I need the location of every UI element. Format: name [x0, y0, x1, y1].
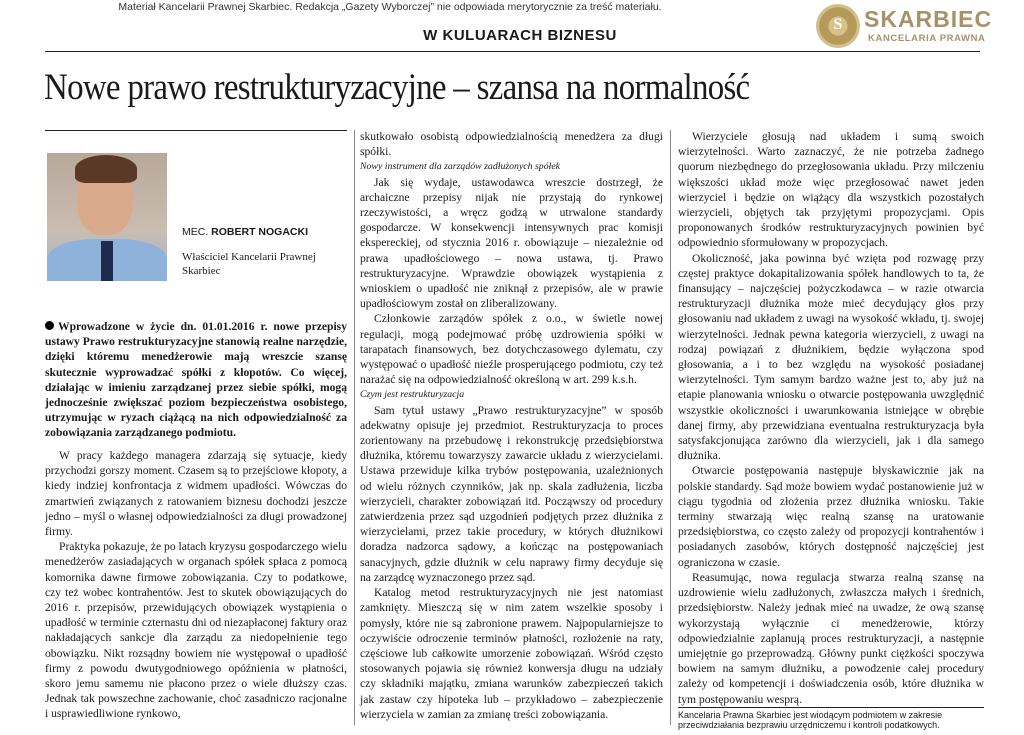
logo-emblem-icon [816, 4, 860, 48]
footnote: Kancelaria Prawna Skarbiec jest wiodącym podmiotem w zakresie przeciwdziałania bezprawiu urzędniczemu i kontroli podatkowych. [678, 707, 984, 730]
paragraph: Jak się wydaje, ustawodawca wreszcie dostrzegł, że archaiczne przepisy nijak nie przystają do rynkowej rzeczywistości, a wręcz godzą w utrwalone standardy gospodarcze. W konsekwencji intensywnych prac komisji ekspereckiej, od stycznia 2016 r. obowiązuje – niezależnie od prawa upadłościowego – nowa ustawa, tj. Prawo restrukturyzacyjne. Wprawdzie obowiązek wystąpienia z wnioskiem o upadłość nie zniknął z przepisów, ale w prawie upadłościowym został on zliberalizowany. [360, 175, 663, 311]
column-divider [670, 130, 671, 725]
publisher-disclaimer: Materiał Kancelarii Prawnej Skarbiec. Redakcja „Gazety Wyborczej” nie odpowiada merytorycznie za treść materiału. [118, 1, 662, 13]
paragraph: W pracy każdego managera zdarzają się sytuacje, kiedy przychodzi gorszy moment. Czasem są to przejściowe kłopoty, a kiedy indziej konfrontacja z widmem upadłości. Wówczas do zmartwień związanych z ratowaniem biznesu dochodzi jeszcze jedno – myśl o własnej odpowiedzialności za długi prowadzonej firmy. [45, 449, 347, 539]
article-lead [45, 319, 347, 441]
bullet-icon [45, 321, 54, 330]
paragraph: Członkowie zarządów spółek z o.o., w świetle nowej regulacji, mogą podejmować próbę uzdrowienia spółki w tarapatach finansowych, bez dotychczasowego dylematu, czy występować o upadłość nieźle prosperującego podmiotu, czy też narażać się na odpowiedzialność określoną w art. 299 k.s.h. [360, 312, 663, 387]
subheading: Czym jest restrukturyzacja [360, 389, 465, 401]
logo-subtitle: KANCELARIA PRAWNA [868, 33, 986, 44]
photo-hair [75, 155, 137, 183]
logo-emblem-letter: S [833, 16, 843, 33]
paragraph: Okoliczność, jaka powinna być wzięta pod rozwagę przy częstej praktyce dokapitalizowania spółek handlowych to ta, że finansujący – najczęściej pożyczkodawca – w razie otwarcia restrukturyzacji dłużnika może mieć decydujący głos przy głosowaniu nad układem z uwagi na wysokość wkładu, tj. swojej wierzytelności. Jednak pewna kategoria wierzycieli, z uwagi na rodzaj powiązań z dłużnikiem, będzie wyłączona spod głosowania, a i to bez względu na wysokość posiadanej wierzytelności. Tym samym bardzo ważne jest to, aby już na etapie planowania wniosku o otwarcie postępowania uwzględnić wszystkie okoliczności i uwarunkowania istniejące w obrębie danej firmy, aby przewidziana eventualna restrukturyzacja była satysfakcjonująca zarówno dla wierzycieli, jak i dla samego dłużnika. [678, 251, 984, 463]
column-rule [45, 130, 347, 131]
author-role: Właściciel Kancelarii Prawnej Skarbiec [182, 251, 316, 277]
skarbiec-logo [816, 4, 993, 48]
column-2-body [360, 129, 663, 722]
column-divider [354, 130, 355, 725]
paragraph: Praktyka pokazuje, że po latach kryzysu gospodarczego wielu menedżerów zasiadających w organach spółek spłaca z pomocą komornika dawne firmowe zobowiązania. Czy to podatkowe, czy też wobec kontrahentów. Jest to skutek obowiązujących do 2016 r. przepisów, przewidujących obowiązek wystąpienia o upadłość w terminie czternastu dni od niezapłaconej faktury oraz nakładających sankcje dla zarządu za niedopełnienie tego obowiązku. Nikt rozsądny bowiem nie występował o upadłość firmy z powodu dwutygodniowego opóźnienia w płatności, skoro jemu samemu nie płacono przez o wiele dłuższy czas. Jednak tak powszechne zachowanie, choć zasadniczo racjonalne i usprawiedliwione rynkowo, [45, 540, 347, 721]
paragraph: Katalog metod restrukturyzacyjnych nie jest natomiast zamknięty. Mieszczą się w nim zatem wszelkie sposoby i pomysły, które nie są zabronione prawem. Najpopularniejsze to oczywiście odroczenie terminów płatności, rozłożenie na raty, częściowe lub całkowite umorzenie zobowiązań. Wśród często stosowanych pojawia się również konwersja długu na udziały czy składniki majątku, zmiana warunków zabezpieczeń takich jak zastaw czy hipoteka lub – przykładowo – zabezpieczenie wierzyciela w zamian za zmianę treści zobowiązania. [360, 586, 663, 721]
author-photo [47, 153, 167, 281]
article-title: Nowe prawo restrukturyzacyjne – szansa na normalność [44, 67, 750, 108]
paragraph: skutkowało osobistą odpowiedzialnością menedżera za długi spółki. [360, 130, 663, 159]
header-rule [45, 51, 980, 52]
author-fullname: ROBERT NOGACKI [211, 226, 309, 238]
paragraph: Wierzyciele głosują nad układem i sumą swoich wierzytelności. Warto zaznaczyć, że nie potrzeba żadnego quorum niezbędnego do przegłosowania układu. Przy milczeniu większości układ może więc przegłosować nawet jeden wierzyciel i będzie on wiążący dla wszystkich pozostałych wierzycieli, objętych tak przyjętymi propozycjami. Opis proponowanych środków restrukturyzacyjnych powinien być odpowiednio sformułowany w propozycjach. [678, 130, 984, 250]
section-title: W KULUARACH BIZNESU [423, 27, 617, 44]
paragraph: Otwarcie postępowania następuje błyskawicznie jak na polskie standardy. Sąd może bowiem wydać postanowienie już w ciągu tygodnia od złożenia przez dłużnika wniosku. Takie terminy stwarzają więc realną szansę na uratowanie przedsiębiorstwa, co często zależy od propozycji kontrahentów i posiadanych zasobów, których dostępność najczęściej jest ograniczona w czasie. [678, 464, 984, 569]
column-1-body [45, 448, 347, 722]
photo-tie [101, 241, 113, 281]
column-3-body [678, 129, 984, 707]
author-name [182, 226, 308, 238]
logo-name: SKARBIEC [864, 6, 993, 32]
paragraph: Reasumując, nowa regulacja stwarza realną szansę na uzdrowienie wielu zadłużonych, zwłaszcza małych i średnich, przedsiębiorstw. Należy jednak mieć na uwadze, że ową szansę wykorzystają wyłącznie ci menedżerowie, którzy odpowiedzialnie zaplanują proces restrukturyzacji, a następnie umiejętnie go przeprowadzą. Główny punkt ciężkości spoczywa bowiem na samym dłużniku, a powodzenie całej procedury zależy od kompetencji i doświadczenia osób, które dłużnika w tym postępowaniu wesprą. [678, 570, 984, 706]
author-prefix: MEC. [182, 226, 209, 238]
subheading: Nowy instrument dla zarządów zadłużonych spółek [360, 161, 561, 173]
paragraph: Sam tytuł ustawy „Prawo restrukturyzacyjne” w sposób adekwatny opisuje jej przedmiot. Restrukturyzacja to proces zorientowany na przebudowę i rekonstrukcję przedsiębiorstwa dłużnika, któremu towarzyszy zawarcie układu z wierzycielami. Ustawa przewiduje kilka trybów postępowania, uzależnionych od wielu różnych czynników, jak np. skala zadłużenia, liczba wierzycieli, charakter zobowiązań itd. Począwszy od procedury zatwierdzenia przez sąd uzgodnień podjętych przez dłużnika z wierzycielami, przez takie procedury, w których dłużnikowi doradza nadzorca sądowy, a kończąc na postępowaniach sanacyjnych, gdzie dłużnik w celu naprawy firmy decyduje się na zarządcę wyznaczonego przez sąd. [360, 403, 663, 584]
lead-text: Wprowadzone w życie dn. 01.01.2016 r. nowe przepisy ustawy Prawo restrukturyzacyjne stanowią realne narzędzie, dzięki któremu menedżerowie mają wreszcie szansę skutecznie wyprowadzać spółki z kłopotów. Co więcej, działając w imieniu zarządzanej przez siebie spółki, mogą jednocześnie zwiększać poziom bezpieczeństwa osobistego, utrzymując w ryzach ciążącą na nich odpowiedzialność za zobowiązania zarządzanego podmiotu. [45, 320, 347, 440]
